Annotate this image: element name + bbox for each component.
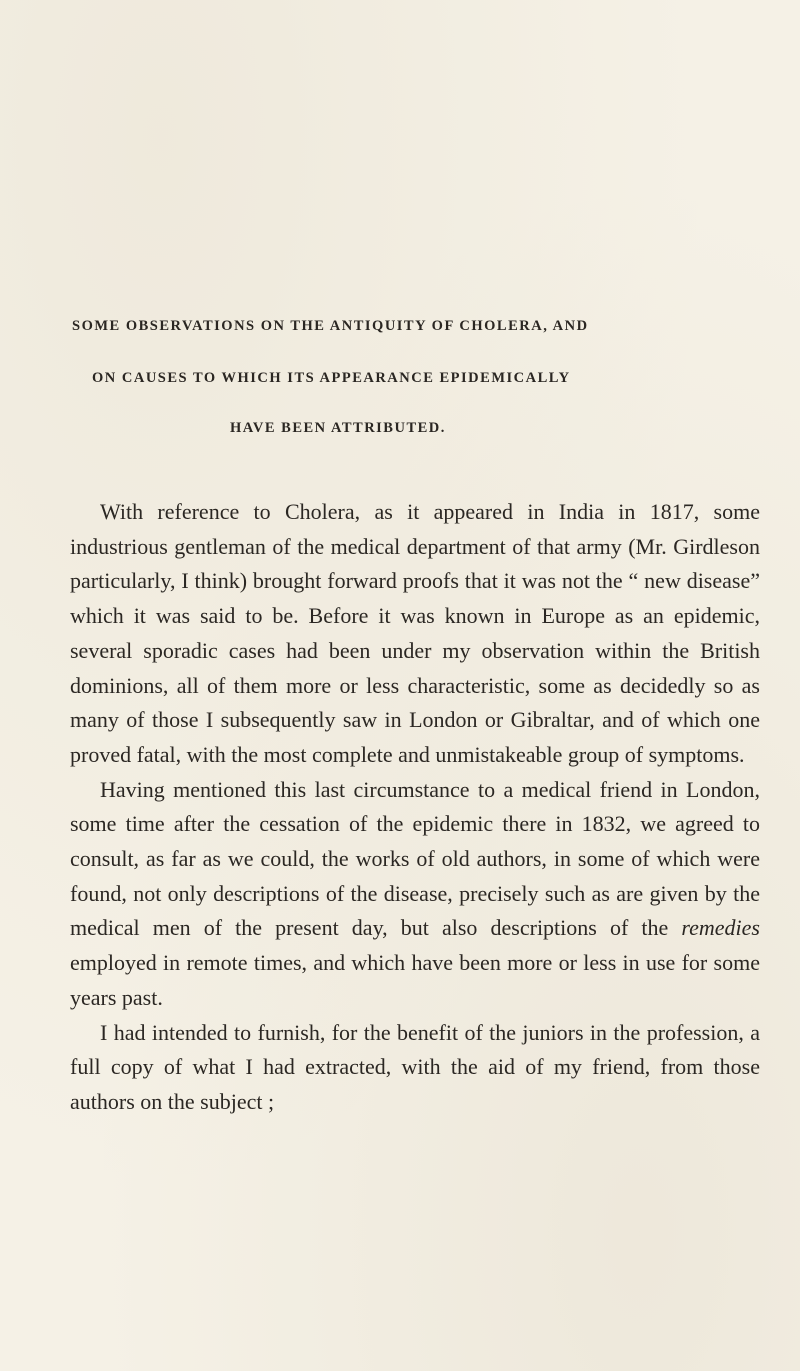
chapter-heading-line-3: HAVE BEEN ATTRIBUTED.: [230, 420, 446, 436]
paragraph-3: I had intended to furnish, for the benefit of the juniors in the profession, a full copy of what I had extracted, with the aid of my friend, from those authors on the subject ;: [70, 1019, 760, 1114]
paragraph-2-text-after: employed in remote times, and which have been more or less in use for some years past.: [70, 950, 760, 1010]
paragraph-2-text-before: Having mentioned this last circumstance to a medical friend in London, some time after the cessation of the epidemic there in 1832, we agreed to consult, as far as we could, the works of old authors, in some of which were found, not only descriptions of the disease, precisely such as are given by the medical men of the present day, but also descriptions of the: [70, 776, 760, 941]
chapter-heading-line-2: ON CAUSES TO WHICH ITS APPEARANCE EPIDEMICALLY: [92, 370, 571, 386]
paragraph-2: [70, 773, 760, 1016]
paragraph-2-emphasis: remedies: [681, 915, 760, 941]
body-text: [70, 495, 760, 1120]
paragraph-1: With reference to Cholera, as it appeared in India in 1817, some industrious gentleman of the medical department of that army (Mr. Girdleson particularly, I think) brought forward proofs that it was not the “ new disease” which it was said to be. Before it was known in Europe as an epidemic, several sporadic cases had been under my observation within the British dominions, all of them more or less characteristic, some as decidedly so as many of those I subsequently saw in London or Gibraltar, and of which one proved fatal, with the most complete and unmistakeable group of symptoms.: [70, 499, 760, 767]
chapter-heading-line-1: SOME OBSERVATIONS ON THE ANTIQUITY OF CHOLERA, AND: [72, 318, 589, 334]
